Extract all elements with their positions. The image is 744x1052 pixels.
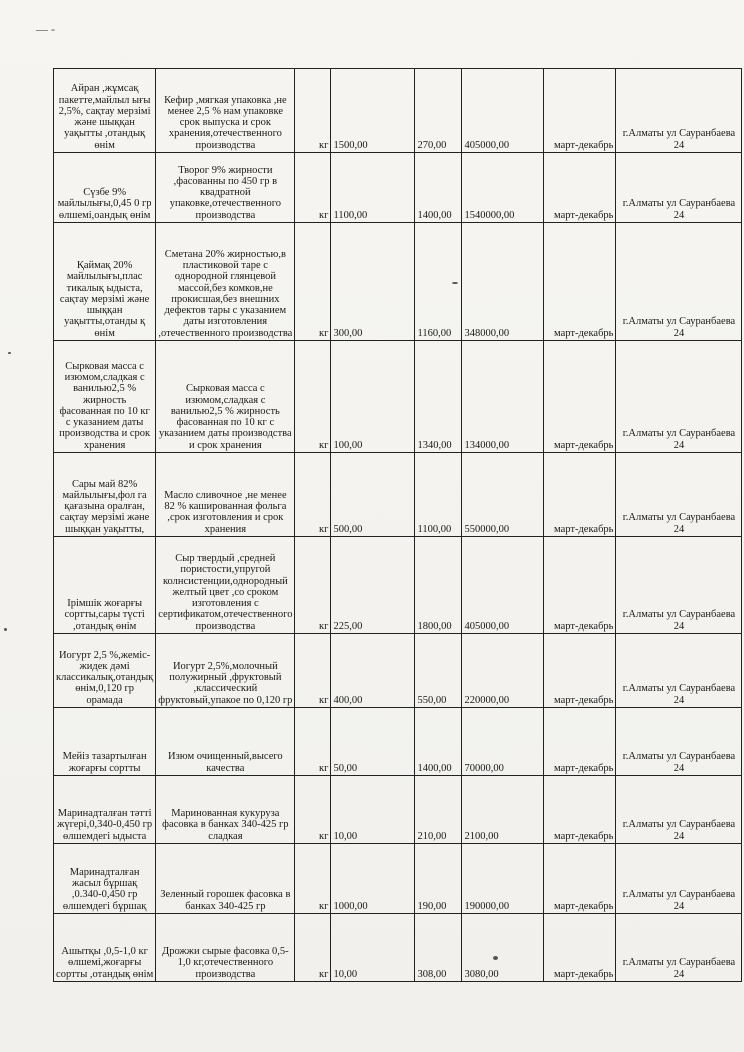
- quantity-cell: 10,00: [331, 776, 415, 844]
- procurement-table: [53, 68, 742, 982]
- unit-cell: кг: [295, 776, 331, 844]
- address-cell: г.Алматы ул Сауранбаева 24: [616, 537, 742, 634]
- sum-cell: 1540000,00: [462, 153, 544, 223]
- address-cell: г.Алматы ул Сауранбаева 24: [616, 708, 742, 776]
- period-cell: март-декабрь: [544, 341, 616, 453]
- quantity-cell: 225,00: [331, 537, 415, 634]
- name-kz-cell: Маринадталған тәтті жүгері,0,340-0,450 гр өлшемдегі ыдыста: [54, 776, 156, 844]
- price-cell: 1800,00: [415, 537, 462, 634]
- period-cell: март-декабрь: [544, 708, 616, 776]
- period-cell: март-декабрь: [544, 69, 616, 153]
- sum-cell: 3080,00: [462, 914, 544, 982]
- name-ru-cell: Зеленный горошек фасовка в банках 340-425 гр: [156, 844, 295, 914]
- price-cell: 1100,00: [415, 453, 462, 537]
- quantity-cell: 1000,00: [331, 844, 415, 914]
- sum-cell: 70000,00: [462, 708, 544, 776]
- price-cell: 270,00: [415, 69, 462, 153]
- price-cell: 1340,00: [415, 341, 462, 453]
- address-cell: г.Алматы ул Сауранбаева 24: [616, 341, 742, 453]
- name-kz-cell: Айран ,жұмсақ пакетте,майлыл ығы 2,5%, сақтау мерзімі және шыққан уақытты ,отандық өнім: [54, 69, 156, 153]
- table-row: [54, 69, 742, 153]
- name-ru-cell: Иогурт 2,5%,молочный полужирный ,фруктовый ,классический фруктовый,упакое по 0,120 гр: [156, 634, 295, 708]
- address-cell: г.Алматы ул Сауранбаева 24: [616, 776, 742, 844]
- unit-cell: кг: [295, 708, 331, 776]
- address-cell: г.Алматы ул Сауранбаева 24: [616, 223, 742, 341]
- unit-cell: кг: [295, 153, 331, 223]
- sum-cell: 190000,00: [462, 844, 544, 914]
- quantity-cell: 300,00: [331, 223, 415, 341]
- scan-mark: — -: [36, 22, 55, 36]
- name-ru-cell: Кефир ,мягкая упаковка ,не менее 2,5 % нам упаковке срок выпуска и срок хранения,отечественного производства: [156, 69, 295, 153]
- price-cell: 210,00: [415, 776, 462, 844]
- name-kz-cell: Қаймақ 20% майлылығы,плас тикалық ыдыста, сақтау мерзімі және шыққан уақытты,отанды қ өнім: [54, 223, 156, 341]
- period-cell: март-декабрь: [544, 453, 616, 537]
- sum-cell: 405000,00: [462, 537, 544, 634]
- address-cell: г.Алматы ул Сауранбаева 24: [616, 453, 742, 537]
- name-ru-cell: Масло сливочное ,не менее 82 % кашированная фольга ,срок изготовления и срок хранения: [156, 453, 295, 537]
- table-row: [54, 914, 742, 982]
- unit-cell: кг: [295, 223, 331, 341]
- name-kz-cell: Сырковая масса с изюмом,сладкая с ванилью2,5 % жирность фасованная по 10 кг с указанием даты производства и срок хранения: [54, 341, 156, 453]
- scan-speck: [4, 628, 7, 631]
- price-cell: 190,00: [415, 844, 462, 914]
- quantity-cell: 1500,00: [331, 69, 415, 153]
- price-cell: 550,00: [415, 634, 462, 708]
- unit-cell: кг: [295, 341, 331, 453]
- quantity-cell: 100,00: [331, 341, 415, 453]
- name-ru-cell: Дрожжи сырые фасовка 0,5-1,0 кг,отечественного производства: [156, 914, 295, 982]
- name-kz-cell: Ашытқы ,0,5-1,0 кг өлшемі,жоғарғы сортты ,отандық өнім: [54, 914, 156, 982]
- table-row: [54, 776, 742, 844]
- period-cell: март-декабрь: [544, 537, 616, 634]
- address-cell: г.Алматы ул Сауранбаева 24: [616, 914, 742, 982]
- sum-cell: 348000,00: [462, 223, 544, 341]
- name-kz-cell: Маринадталған жасыл бұршақ ,0.340-0,450 гр өлшемдегі бұршақ: [54, 844, 156, 914]
- unit-cell: кг: [295, 914, 331, 982]
- unit-cell: кг: [295, 844, 331, 914]
- name-ru-cell: Сыр твердый ,средней пористости,упругой колнсистенции,однородный желтый цвет ,со сроком изготовления с сертификатом,отечественного производства: [156, 537, 295, 634]
- table-row: [54, 708, 742, 776]
- period-cell: март-декабрь: [544, 634, 616, 708]
- name-kz-cell: Сүзбе 9% майлылығы,0,45 0 гр өлшемі,оандық өнім: [54, 153, 156, 223]
- table-row: [54, 341, 742, 453]
- address-cell: г.Алматы ул Сауранбаева 24: [616, 634, 742, 708]
- table-row: [54, 223, 742, 341]
- name-ru-cell: Изюм очищенный,высего качества: [156, 708, 295, 776]
- quantity-cell: 50,00: [331, 708, 415, 776]
- period-cell: март-декабрь: [544, 776, 616, 844]
- table-row: [54, 537, 742, 634]
- unit-cell: кг: [295, 69, 331, 153]
- unit-cell: кг: [295, 537, 331, 634]
- name-kz-cell: Ірімшік жоғарғы сортты,сары түсті ,отандық өнім: [54, 537, 156, 634]
- sum-cell: 405000,00: [462, 69, 544, 153]
- price-cell: 1400,00: [415, 153, 462, 223]
- period-cell: март-декабрь: [544, 844, 616, 914]
- table-row: [54, 453, 742, 537]
- quantity-cell: 400,00: [331, 634, 415, 708]
- address-cell: г.Алматы ул Сауранбаева 24: [616, 844, 742, 914]
- table-row: [54, 844, 742, 914]
- sum-cell: 134000,00: [462, 341, 544, 453]
- price-cell: 1400,00: [415, 708, 462, 776]
- quantity-cell: 1100,00: [331, 153, 415, 223]
- sum-cell: 550000,00: [462, 453, 544, 537]
- period-cell: март-декабрь: [544, 223, 616, 341]
- name-kz-cell: Иогурт 2,5 %,жеміс-жидек дәмі классикалық,отандық өнім,0,120 гр орамада: [54, 634, 156, 708]
- unit-cell: кг: [295, 453, 331, 537]
- name-ru-cell: Сырковая масса с изюмом,сладкая с ванилью2,5 % жирность фасованная по 10 кг с указанием даты производства и срок хранения: [156, 341, 295, 453]
- name-ru-cell: Сметана 20% жирностью,в пластиковой таре с однородной глянцевой массой,без комков,не прокисшая,без внешних дефектов тары с указанием даты изготовления ,отечественного производства: [156, 223, 295, 341]
- table-row: [54, 153, 742, 223]
- table-row: [54, 634, 742, 708]
- sum-cell: 220000,00: [462, 634, 544, 708]
- name-kz-cell: Сары май 82% майлылығы,фол га қағазына оралған, сақтау мерзімі және шыққан уақытты,: [54, 453, 156, 537]
- sum-cell: 2100,00: [462, 776, 544, 844]
- quantity-cell: 500,00: [331, 453, 415, 537]
- period-cell: март-декабрь: [544, 914, 616, 982]
- period-cell: март-декабрь: [544, 153, 616, 223]
- address-cell: г.Алматы ул Сауранбаева 24: [616, 153, 742, 223]
- name-ru-cell: Творог 9% жирности ,фасованны по 450 гр в квадратной упаковке,отечественного производства: [156, 153, 295, 223]
- name-kz-cell: Мейіз тазартылған жоғарғы сортты: [54, 708, 156, 776]
- name-ru-cell: Маринованная кукуруза фасовка в банках 340-425 гр сладкая: [156, 776, 295, 844]
- price-cell: 1160,00: [415, 223, 462, 341]
- scan-speck: [8, 352, 11, 354]
- quantity-cell: 10,00: [331, 914, 415, 982]
- address-cell: г.Алматы ул Сауранбаева 24: [616, 69, 742, 153]
- unit-cell: кг: [295, 634, 331, 708]
- price-cell: 308,00: [415, 914, 462, 982]
